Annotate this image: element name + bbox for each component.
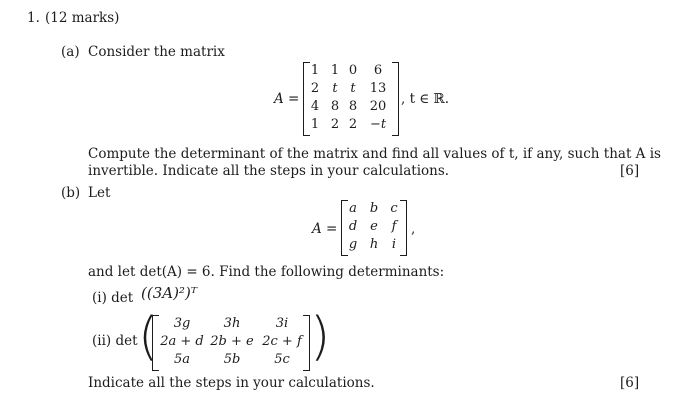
part-b-matrix	[341, 200, 407, 256]
matrix-cell: i	[391, 237, 397, 252]
part-a-condition: , t ∈ ℝ.	[401, 91, 450, 107]
matrix-cell: d	[348, 219, 358, 234]
part-a-text-line1: Compute the determinant of the matrix and find all values of t, if any, such that A is	[88, 146, 661, 162]
matrix-cell: 5c	[274, 352, 290, 367]
left-paren: (	[138, 307, 159, 367]
part-b-marks: [6]	[620, 375, 640, 391]
matrix-cell: 4	[310, 99, 320, 114]
matrix-cell: 0	[348, 63, 358, 78]
matrix-cell: a	[349, 201, 357, 216]
matrix-cell: f	[391, 219, 397, 234]
matrix-cell: 6	[373, 63, 383, 78]
part-b-lhs: A =	[312, 221, 338, 237]
sub-ii-matrix	[152, 315, 310, 371]
matrix-cell: e	[370, 219, 378, 234]
sub-i-label: (i) det	[92, 290, 134, 306]
matrix-cell: 2	[310, 81, 320, 96]
matrix-cell: −t	[369, 117, 387, 132]
matrix-cell: 3i	[275, 316, 289, 331]
matrix-cell: 1	[310, 117, 320, 132]
matrix-cell: 8	[330, 99, 340, 114]
matrix-cell: 3g	[173, 316, 191, 331]
right-bracket	[392, 62, 399, 136]
matrix-cell: 20	[369, 99, 387, 114]
matrix-cell: 1	[310, 63, 320, 78]
matrix-cell: 2	[330, 117, 340, 132]
part-a-lhs: A =	[274, 91, 300, 107]
matrix-cell: h	[369, 237, 379, 252]
matrix-cell: 8	[348, 99, 358, 114]
matrix-cell: 5b	[223, 352, 241, 367]
matrix-cell: t	[350, 81, 356, 96]
part-a-matrix	[303, 62, 399, 136]
matrix-cell: g	[348, 237, 358, 252]
matrix-cell: b	[369, 201, 379, 216]
part-b-given: and let det(A) = 6. Find the following determinants:	[88, 264, 445, 280]
part-b-trail: ,	[411, 221, 416, 237]
part-a-intro: Consider the matrix	[88, 44, 225, 60]
matrix-cell: 2	[348, 117, 358, 132]
matrix-cell: 3h	[223, 316, 241, 331]
question-number: 1.	[27, 10, 40, 26]
sub-ii-label: (ii) det	[92, 333, 138, 349]
matrix-cell: 2b + e	[210, 334, 254, 349]
matrix-cell: 1	[330, 63, 340, 78]
matrix-cell: c	[390, 201, 398, 216]
matrix-cell: t	[332, 81, 338, 96]
question-marks: (12 marks)	[45, 10, 120, 26]
part-b-label: (b)	[61, 185, 81, 201]
matrix-cell: 2a + d	[160, 334, 204, 349]
part-a-marks: [6]	[620, 163, 640, 179]
matrix-cell: 5a	[173, 352, 191, 367]
part-b-closing: Indicate all the steps in your calculations.	[88, 375, 375, 391]
part-a-label: (a)	[61, 44, 80, 60]
right-paren: )	[310, 307, 331, 367]
sub-i-expression: ((3A)²)ᵀ	[141, 284, 198, 302]
part-a-text-line2: invertible. Indicate all the steps in your calculations.	[88, 163, 450, 179]
matrix-cell: 2c + f	[262, 334, 302, 349]
matrix-cell: 13	[369, 81, 387, 96]
part-b-intro: Let	[88, 185, 111, 201]
